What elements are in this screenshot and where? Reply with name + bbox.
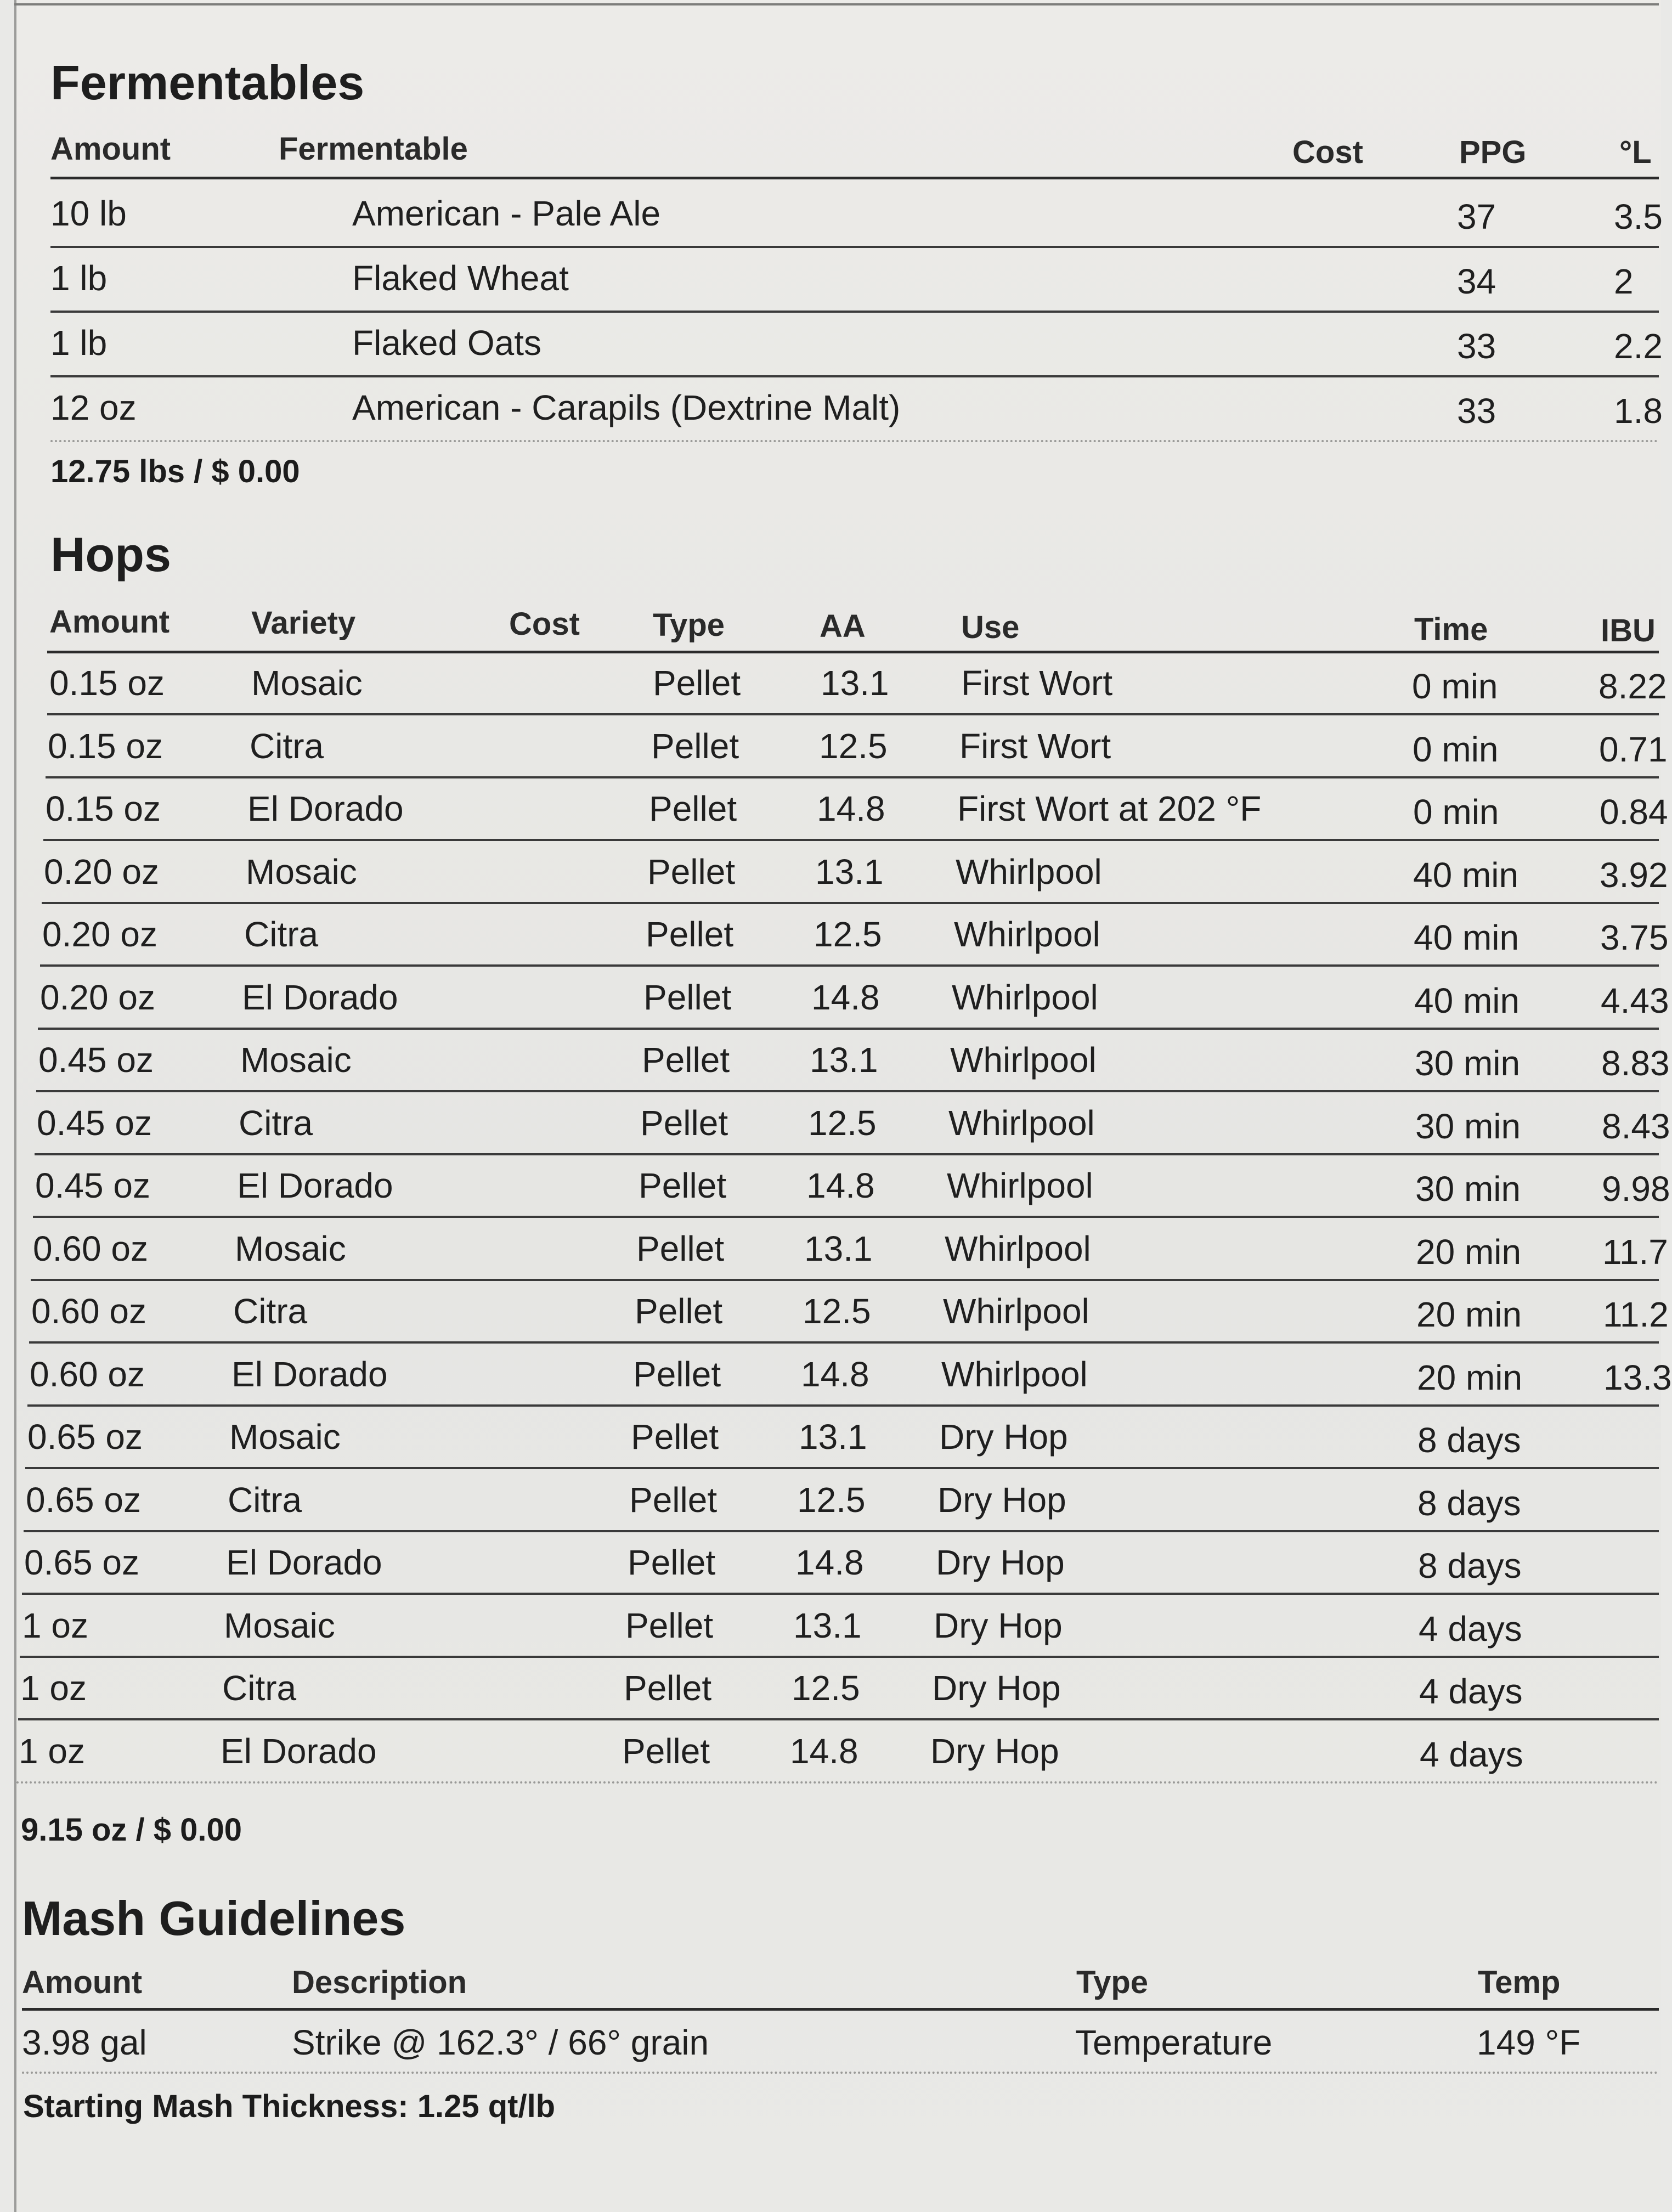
fermentables-header-lovibond: °L [1619,134,1652,170]
hop-use: Whirlpool [952,977,1098,1017]
hop-use: Whirlpool [947,1166,1093,1205]
hop-aa: 13.1 [810,1040,878,1080]
fermentable-name: Flaked Oats [352,323,542,363]
hop-type: Pellet [651,726,739,766]
hop-amount: 0.15 oz [49,663,165,703]
hop-variety: Mosaic [235,1228,346,1268]
hop-aa: 13.1 [793,1605,862,1645]
hop-time: 8 days [1417,1420,1521,1460]
fermentables-total: 12.75 lbs / $ 0.00 [50,454,300,489]
hop-row-rule [27,1404,1659,1407]
fermentables-header-amount: Amount [50,131,171,167]
mash-thickness: Starting Mash Thickness: 1.25 qt/lb [23,2089,556,2124]
fermentable-row-rule [50,311,1659,313]
fermentable-ppg: 37 [1457,197,1496,236]
hop-ibu: 11.7 [1602,1232,1668,1272]
hop-ibu: 11.2 [1603,1295,1669,1334]
hop-variety: El Dorado [221,1731,377,1771]
hop-ibu: 3.92 [1600,855,1668,895]
hop-amount: 0.15 oz [48,726,163,766]
hop-ibu: 8.83 [1601,1043,1670,1083]
hop-variety: Mosaic [251,663,363,703]
mash-header-temp: Temp [1478,1965,1561,2000]
hop-use: First Wort [959,726,1111,766]
hop-time: 30 min [1415,1169,1521,1209]
hop-ibu: 0.84 [1600,792,1668,832]
hop-amount: 0.65 oz [24,1543,139,1582]
hop-time: 4 days [1419,1609,1522,1649]
hop-aa: 13.1 [804,1228,873,1268]
hops-header-type: Type [653,607,725,643]
fermentables-header-ppg: PPG [1459,134,1527,170]
hop-amount: 0.60 oz [30,1354,145,1394]
hop-variety: El Dorado [237,1166,393,1205]
hop-amount: 0.20 oz [42,915,157,954]
hop-use: Whirlpool [950,1040,1097,1080]
hop-aa: 13.1 [799,1417,867,1457]
mash-header-type: Type [1076,1965,1149,2000]
hop-ibu: 8.22 [1598,667,1667,706]
hop-row-rule [42,902,1659,904]
hop-type: Pellet [625,1605,714,1645]
hop-time: 0 min [1413,792,1499,832]
hop-variety: Citra [233,1291,308,1331]
fermentable-ppg: 33 [1457,391,1496,431]
fermentable-lovibond: 1.8 [1614,391,1663,431]
hop-row-rule [47,713,1659,715]
hop-amount: 0.20 oz [40,977,155,1017]
hop-use: Whirlpool [954,915,1100,954]
fermentable-row-rule [50,246,1659,248]
hop-time: 8 days [1417,1483,1521,1523]
hop-amount: 1 oz [22,1605,88,1645]
fermentable-name: Flaked Wheat [352,258,569,298]
hop-time: 20 min [1417,1357,1523,1397]
hop-row-rule [16,1781,1659,1784]
fermentable-amount: 1 lb [50,323,108,363]
hop-aa: 13.1 [821,663,889,703]
hop-type: Pellet [633,1354,721,1394]
hop-row-rule [33,1216,1659,1218]
hop-use: Whirlpool [945,1228,1091,1268]
hop-row-rule [20,1656,1659,1658]
hop-amount: 0.45 oz [37,1103,152,1143]
hop-time: 40 min [1414,918,1520,957]
hop-use: Whirlpool [956,851,1102,891]
hop-variety: Citra [222,1668,297,1708]
hop-type: Pellet [653,663,741,703]
hop-amount: 1 oz [20,1668,87,1708]
hop-row-rule [31,1279,1659,1281]
top-border [14,3,1659,5]
hop-aa: 12.5 [803,1291,871,1331]
hop-time: 40 min [1414,980,1520,1020]
hop-type: Pellet [636,1228,725,1268]
hop-time: 0 min [1412,667,1498,706]
fermentables-title: Fermentables [50,55,365,110]
hop-variety: Citra [244,915,319,954]
hop-use: Dry Hop [932,1668,1061,1708]
hop-time: 30 min [1415,1106,1521,1146]
hop-type: Pellet [635,1291,723,1331]
hop-time: 20 min [1416,1232,1522,1272]
mash-header-rule [22,2008,1659,2011]
hop-ibu: 3.75 [1600,918,1669,957]
hop-type: Pellet [649,789,737,828]
hop-use: Dry Hop [939,1417,1068,1457]
mash-temp: 149 °F [1477,2023,1581,2062]
fermentable-ppg: 33 [1457,326,1496,366]
hop-row-rule [35,1153,1659,1155]
hop-variety: Mosaic [229,1417,341,1457]
fermentable-lovibond: 2 [1614,262,1634,301]
hop-aa: 12.5 [819,726,888,766]
fermentable-amount: 10 lb [50,194,127,233]
mash-header-description: Description [292,1965,467,2000]
hop-aa: 14.8 [817,789,885,828]
fermentable-lovibond: 2.2 [1614,326,1663,366]
hop-use: Dry Hop [937,1480,1066,1520]
fermentable-name: American - Pale Ale [352,194,661,233]
hop-use: Whirlpool [943,1291,1089,1331]
hop-type: Pellet [639,1166,727,1205]
fermentable-row-rule [50,375,1659,377]
fermentables-header-fermentable: Fermentable [279,131,468,167]
fermentable-name: American - Carapils (Dextrine Malt) [352,388,901,427]
hop-row-rule [24,1530,1659,1532]
hop-variety: Citra [239,1103,313,1143]
hops-title: Hops [50,527,171,582]
hop-variety: El Dorado [231,1354,388,1394]
hop-use: Dry Hop [936,1543,1065,1582]
hop-use: Whirlpool [941,1354,1088,1394]
hop-row-rule [40,964,1659,967]
fermentable-amount: 1 lb [50,258,108,298]
hop-ibu: 8.43 [1602,1106,1670,1146]
fermentable-amount: 12 oz [50,388,137,427]
mash-header-amount: Amount [22,1965,143,2000]
hop-type: Pellet [646,915,734,954]
hop-use: First Wort [961,663,1113,703]
hop-row-rule [18,1718,1659,1720]
hops-header-use: Use [961,610,1020,645]
fermentables-header-rule [50,177,1659,179]
hop-aa: 14.8 [811,977,880,1017]
hop-row-rule [43,839,1659,841]
hop-type: Pellet [628,1543,716,1582]
hop-aa: 12.5 [797,1480,866,1520]
hop-time: 20 min [1416,1295,1522,1334]
hop-aa: 14.8 [806,1166,875,1205]
mash-type: Temperature [1075,2023,1273,2062]
hop-time: 40 min [1413,855,1519,895]
hop-amount: 0.45 oz [38,1040,154,1080]
fermentable-lovibond: 3.5 [1614,197,1663,236]
hop-amount: 1 oz [19,1731,85,1771]
hop-type: Pellet [629,1480,718,1520]
hop-aa: 14.8 [795,1543,864,1582]
hop-amount: 0.65 oz [27,1417,143,1457]
mash-description: Strike @ 162.3° / 66° grain [292,2023,709,2062]
hop-row-rule [22,1593,1659,1595]
hop-variety: Mosaic [246,851,357,891]
hop-ibu: 0.71 [1599,729,1668,769]
hop-aa: 14.8 [790,1731,858,1771]
hop-use: Dry Hop [930,1731,1059,1771]
hop-row-rule [25,1467,1659,1469]
hop-row-rule [36,1090,1659,1092]
hop-use: First Wort at 202 °F [957,789,1262,828]
hop-use: Dry Hop [934,1605,1063,1645]
hop-variety: Citra [250,726,324,766]
hop-time: 8 days [1418,1546,1522,1585]
hop-type: Pellet [622,1731,710,1771]
hop-row-rule [46,776,1659,778]
hop-variety: El Dorado [247,789,404,828]
hop-time: 4 days [1419,1672,1523,1711]
hops-header-cost: Cost [509,606,580,642]
hops-header-amount: Amount [49,604,170,640]
hop-amount: 0.15 oz [46,789,161,828]
hop-aa: 13.1 [815,851,884,891]
hop-time: 4 days [1420,1734,1523,1774]
hop-type: Pellet [647,851,736,891]
hop-type: Pellet [640,1103,728,1143]
hop-time: 30 min [1415,1043,1521,1083]
mash-title: Mash Guidelines [22,1891,406,1945]
hops-total: 9.15 oz / $ 0.00 [21,1812,242,1848]
hop-aa: 12.5 [792,1668,860,1708]
hop-amount: 0.45 oz [35,1166,150,1205]
hop-amount: 0.65 oz [26,1480,141,1520]
hop-type: Pellet [631,1417,719,1457]
hop-row-rule [38,1028,1659,1030]
mash-amount: 3.98 gal [22,2023,147,2062]
hop-amount: 0.20 oz [44,851,159,891]
hops-header-time: Time [1414,612,1488,647]
hop-aa: 12.5 [808,1103,877,1143]
hop-type: Pellet [643,977,732,1017]
hop-amount: 0.60 oz [33,1228,148,1268]
fermentable-row-rule [50,440,1659,442]
hops-header-aa: AA [820,608,866,644]
hop-variety: Mosaic [224,1605,335,1645]
hop-variety: El Dorado [242,977,398,1017]
hop-aa: 14.8 [801,1354,869,1394]
hop-variety: Citra [228,1480,302,1520]
hop-variety: El Dorado [226,1543,382,1582]
hop-ibu: 4.43 [1601,980,1669,1020]
hop-use: Whirlpool [948,1103,1095,1143]
hops-header-variety: Variety [251,605,356,641]
hops-header-ibu: IBU [1601,613,1656,648]
hop-ibu: 9.98 [1602,1169,1670,1209]
hop-ibu: 13.3 [1603,1357,1672,1397]
hop-variety: Mosaic [240,1040,352,1080]
hop-type: Pellet [642,1040,730,1080]
hop-time: 0 min [1413,729,1499,769]
mash-bottom-rule [22,2072,1659,2074]
hops-header-rule [47,651,1659,653]
fermentables-header-cost: Cost [1292,134,1363,170]
hop-aa: 12.5 [814,915,882,954]
fermentable-ppg: 34 [1457,262,1496,301]
hop-row-rule [29,1341,1659,1344]
hop-type: Pellet [624,1668,712,1708]
hop-amount: 0.60 oz [31,1291,146,1331]
